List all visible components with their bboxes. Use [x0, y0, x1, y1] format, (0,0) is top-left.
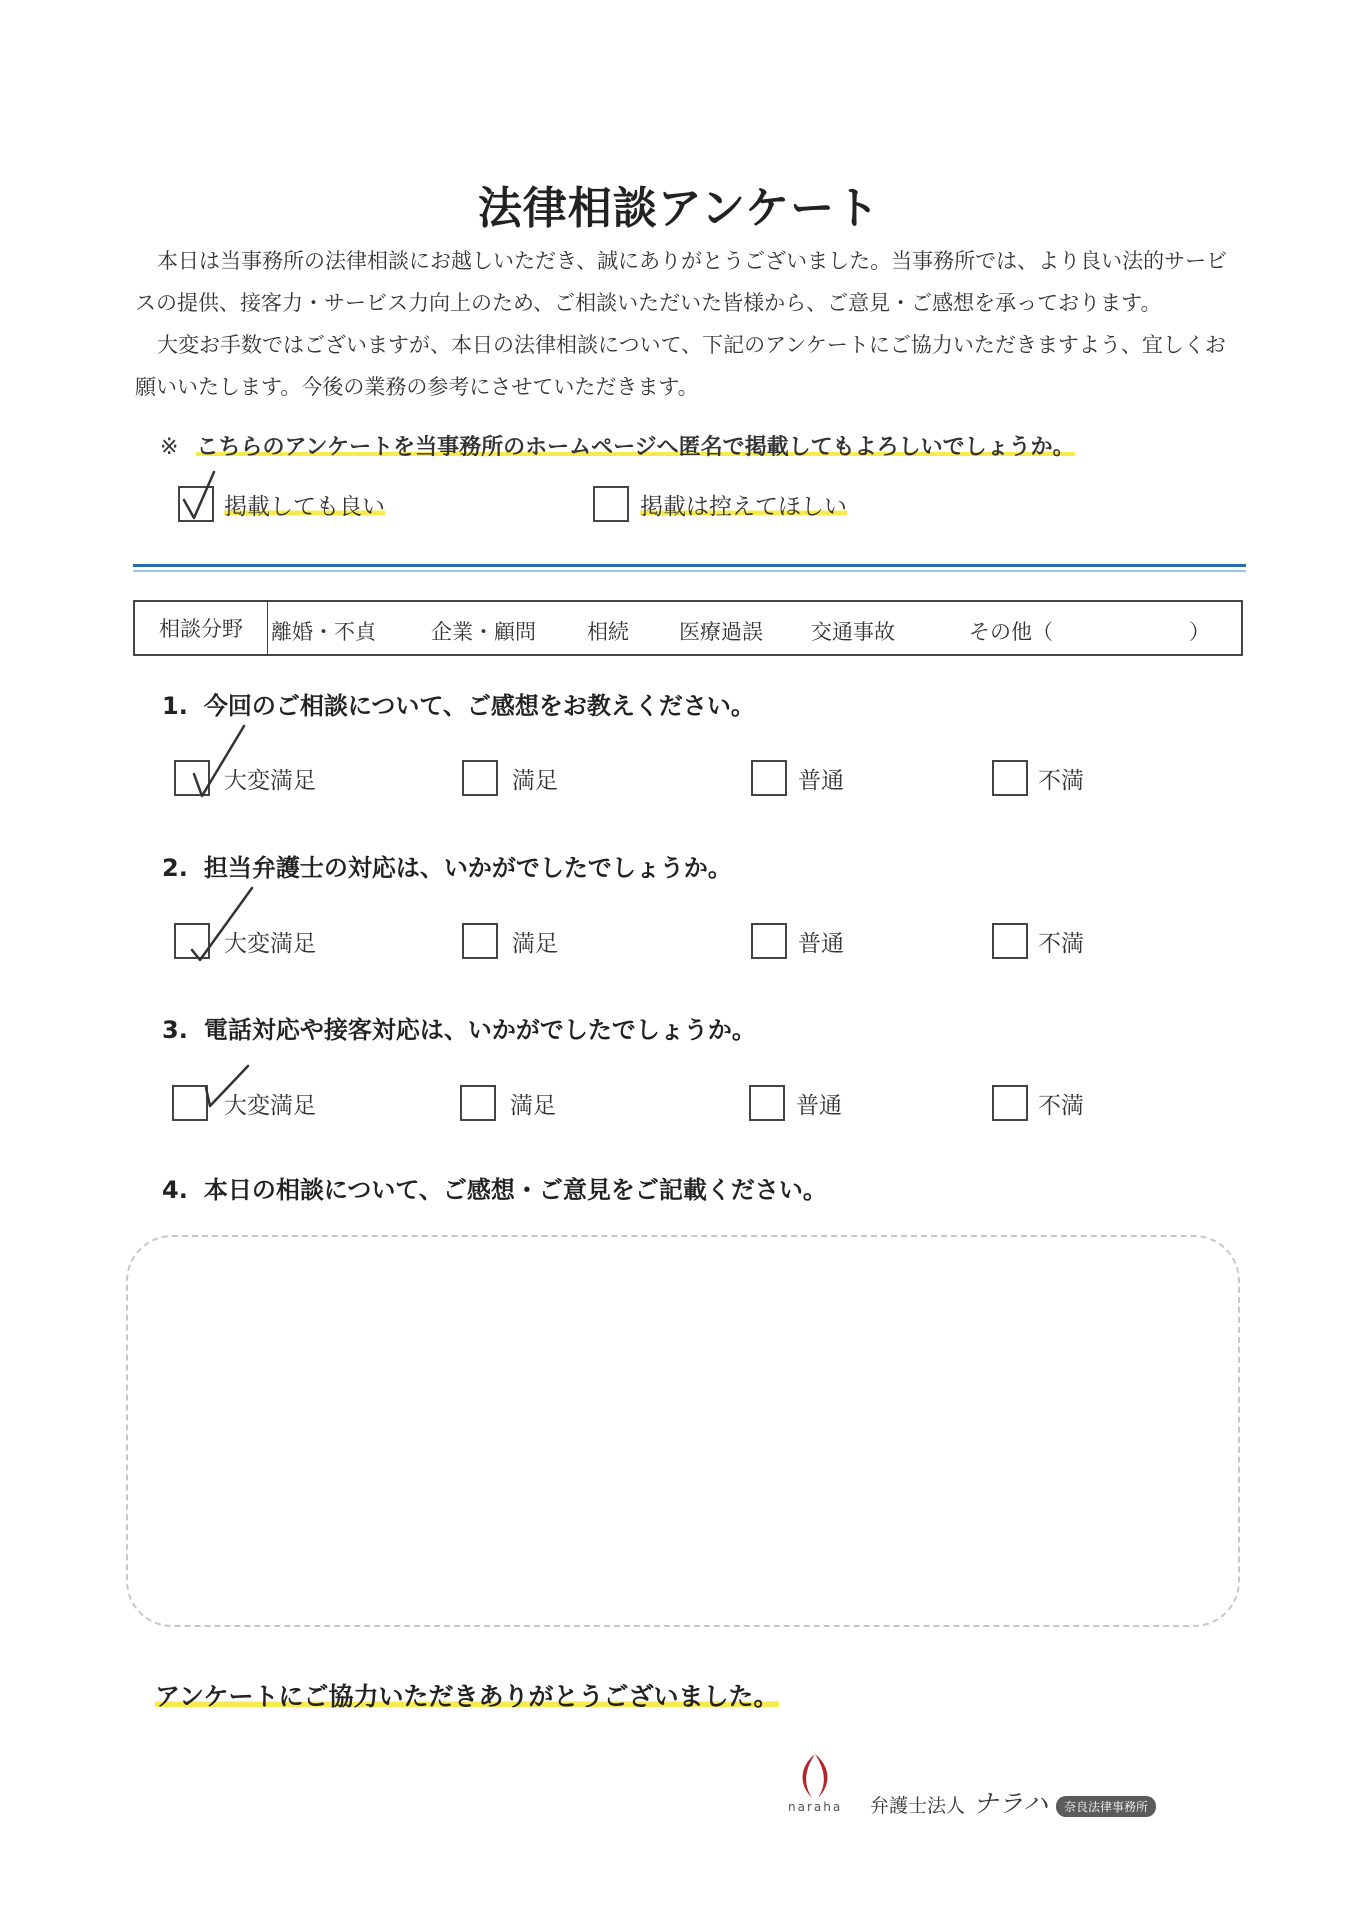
publish-decline-label: 掲載は控えてほしい — [640, 488, 847, 521]
publish-ok-label: 掲載しても良い — [224, 488, 385, 521]
question-3-number: 3. — [162, 1016, 188, 1044]
q2-very-satisfied-label: 大変満足 — [224, 931, 316, 957]
question-4-text: 本日の相談について、ご感想・ご意見をご記載ください。 — [203, 1176, 827, 1204]
q3-very-satisfied-label: 大変満足 — [224, 1093, 316, 1119]
field-item-other[interactable]: その他（ — [969, 620, 1053, 644]
q2-neutral-label: 普通 — [798, 931, 844, 957]
field-item-inheritance[interactable]: 相続 — [587, 620, 629, 644]
q1-satisfied-checkbox[interactable] — [462, 760, 498, 796]
firm-logo-icon — [792, 1750, 838, 1804]
logo-text: naraha — [788, 1800, 843, 1814]
question-2-text: 担当弁護士の対応は、いかがでしたでしょうか。 — [203, 854, 732, 882]
q2-satisfied-checkbox[interactable] — [462, 923, 498, 959]
q3-dissatisfied-checkbox[interactable] — [992, 1085, 1028, 1121]
question-4-number: 4. — [162, 1176, 188, 1204]
publish-question — [160, 430, 1075, 461]
q1-neutral-checkbox[interactable] — [751, 760, 787, 796]
question-1-number: 1. — [162, 692, 188, 720]
field-item-other-close: ） — [1189, 620, 1210, 644]
q1-dissatisfied-label: 不満 — [1038, 768, 1084, 794]
comment-textarea[interactable] — [126, 1235, 1240, 1627]
thanks-message: アンケートにご協力いただきありがとうございました。 — [155, 1677, 779, 1713]
question-1-text: 今回のご相談について、ご感想をお教えください。 — [203, 692, 755, 720]
firm-prefix: 弁護士法人 — [870, 1795, 966, 1817]
field-item-corporate[interactable]: 企業・顧問 — [431, 620, 536, 644]
q3-neutral-label: 普通 — [796, 1093, 842, 1119]
field-item-traffic[interactable]: 交通事故 — [811, 620, 895, 644]
question-3-text: 電話対応や接客対応は、いかがでしたでしょうか。 — [203, 1016, 756, 1044]
question-2-number: 2. — [162, 854, 188, 882]
intro-paragraph-1: 本日は当事務所の法律相談にお越しいただき、誠にありがとうございました。当事務所では、より良い法的サービスの提供、接客力・サービス力向上のため、ご相談いただいた皆様から、ご意見・ご感想を承っております。 — [135, 249, 1228, 315]
divider-rule — [133, 564, 1246, 567]
q3-neutral-checkbox[interactable] — [749, 1085, 785, 1121]
field-item-divorce[interactable]: 離婚・不貞 — [271, 620, 376, 644]
firm-badge: 奈良法律事務所 — [1056, 1796, 1156, 1817]
field-item-medical[interactable]: 医療過誤 — [679, 620, 763, 644]
field-header: 相談分野 — [135, 602, 268, 654]
question-1 — [162, 686, 755, 721]
q2-dissatisfied-checkbox[interactable] — [992, 923, 1028, 959]
page-title: 法律相談アンケート — [477, 183, 881, 234]
handwritten-check-icon — [178, 468, 226, 528]
intro-paragraph-2: 大変お手数ではございますが、本日の法律相談について、下記のアンケートにご協力いただきますよう、宜しくお願いいたします。今後の業務の参考にさせていただきます。 — [135, 333, 1226, 399]
q3-satisfied-checkbox[interactable] — [460, 1085, 496, 1121]
q2-dissatisfied-label: 不満 — [1038, 931, 1084, 957]
firm-name — [870, 1784, 1156, 1820]
q2-neutral-checkbox[interactable] — [751, 923, 787, 959]
q3-dissatisfied-label: 不満 — [1038, 1093, 1084, 1119]
intro-text — [135, 240, 1245, 408]
note-mark: ※ — [160, 435, 179, 460]
q1-neutral-label: 普通 — [798, 768, 844, 794]
firm-kana: ナラハ — [973, 1789, 1049, 1818]
q1-satisfied-label: 満足 — [512, 768, 558, 794]
question-4 — [162, 1170, 827, 1205]
divider-rule-light — [133, 570, 1246, 572]
question-2 — [162, 848, 732, 883]
question-3 — [162, 1010, 756, 1045]
q2-satisfied-label: 満足 — [512, 931, 558, 957]
q3-satisfied-label: 満足 — [510, 1093, 556, 1119]
publish-question-text: こちらのアンケートを当事務所のホームページへ匿名で掲載してもよろしいでしょうか。 — [196, 435, 1075, 460]
q1-very-satisfied-label: 大変満足 — [224, 768, 316, 794]
publish-decline-checkbox[interactable] — [593, 486, 629, 522]
q1-dissatisfied-checkbox[interactable] — [992, 760, 1028, 796]
consultation-field-table — [133, 600, 1243, 656]
